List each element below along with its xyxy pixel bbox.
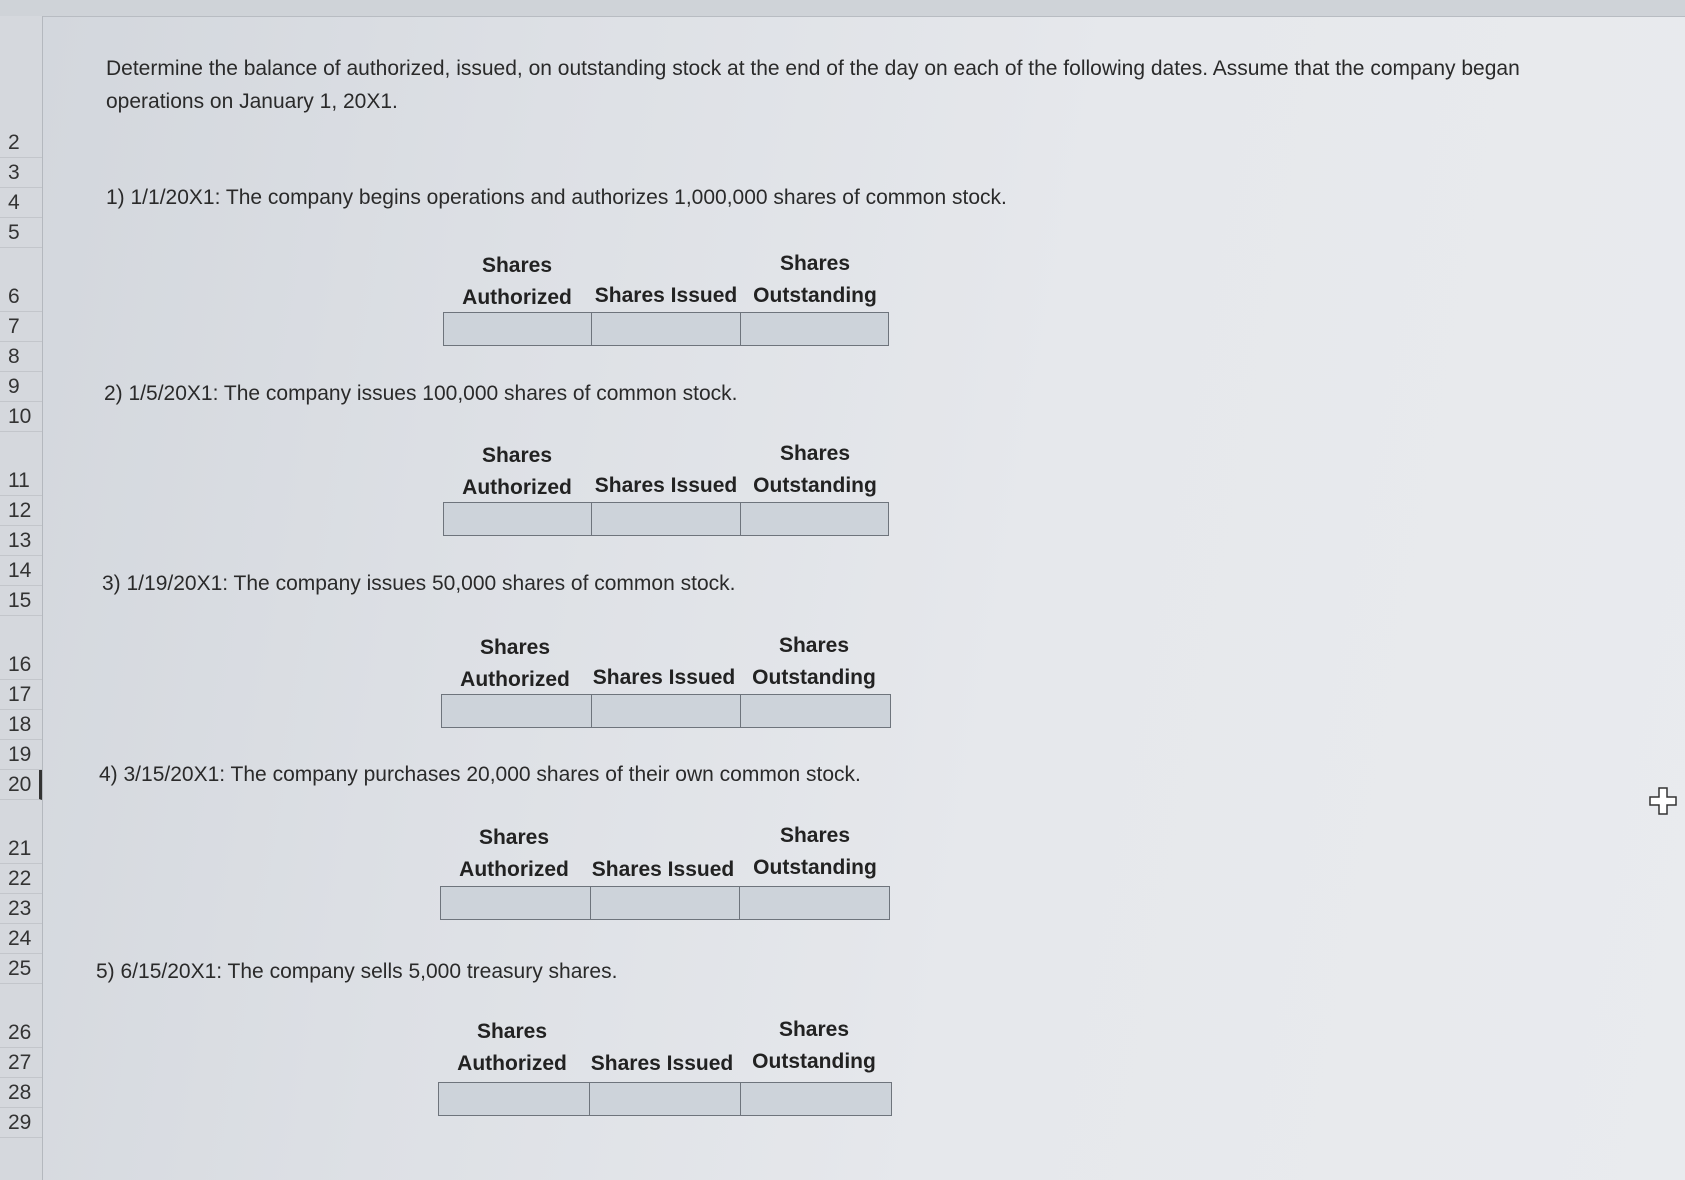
header-outstanding: Outstanding <box>753 284 877 307</box>
shares-issued-input[interactable] <box>592 695 742 727</box>
header-shares-issued: Shares Issued <box>592 666 736 689</box>
row-header[interactable]: 3 <box>0 158 42 188</box>
header-shares: Shares <box>476 1020 548 1043</box>
shares-authorized-input[interactable] <box>441 887 591 919</box>
row-header[interactable]: 28 <box>0 1078 42 1108</box>
header-outstanding: Outstanding <box>753 856 877 879</box>
row-header[interactable]: 13 <box>0 526 42 556</box>
header-shares-issued: Shares Issued <box>594 474 738 497</box>
header-authorized: Authorized <box>462 476 572 499</box>
header-shares-issued: Shares Issued <box>591 858 735 881</box>
row-header[interactable]: 19 <box>0 740 42 770</box>
header-shares: Shares <box>481 254 553 277</box>
shares-issued-input[interactable] <box>592 503 740 535</box>
row-header[interactable]: 21 <box>0 834 42 864</box>
header-authorized: Authorized <box>460 668 570 691</box>
question-4-text: 4) 3/15/20X1: The company purchases 20,000 shares of their own common stock. <box>99 763 861 786</box>
row-header[interactable]: 2 <box>0 128 42 158</box>
header-shares: Shares <box>778 634 850 657</box>
row-header[interactable]: 4 <box>0 188 42 218</box>
header-shares-issued: Shares Issued <box>590 1052 734 1075</box>
shares-issued-input[interactable] <box>590 1083 741 1115</box>
shares-outstanding-input[interactable] <box>741 695 890 727</box>
answer-row-2 <box>443 502 889 536</box>
header-shares: Shares <box>779 252 851 275</box>
row-header[interactable]: 16 <box>0 650 42 680</box>
row-header[interactable]: 5 <box>0 218 42 248</box>
header-shares: Shares <box>779 824 851 847</box>
row-header[interactable]: 18 <box>0 710 42 740</box>
answer-row-3 <box>441 694 891 728</box>
row-header[interactable]: 23 <box>0 894 42 924</box>
header-authorized: Authorized <box>459 858 569 881</box>
question-2-text: 2) 1/5/20X1: The company issues 100,000 shares of common stock. <box>104 382 738 405</box>
question-3-text: 3) 1/19/20X1: The company issues 50,000 shares of common stock. <box>102 572 736 595</box>
row-header[interactable]: 24 <box>0 924 42 954</box>
instructions-text: Determine the balance of authorized, issued, on outstanding stock at the end of the day on each of the following dates. Assume that the company began operations on January 1, 20X1. <box>106 57 1520 113</box>
shares-outstanding-input[interactable] <box>740 887 889 919</box>
answer-row-1 <box>443 312 889 346</box>
row-header[interactable]: 9 <box>0 372 42 402</box>
row-header[interactable]: 22 <box>0 864 42 894</box>
row-header[interactable]: 10 <box>0 402 42 432</box>
header-shares: Shares <box>478 826 550 849</box>
question-5-text: 5) 6/15/20X1: The company sells 5,000 treasury shares. <box>96 960 618 983</box>
row-header[interactable]: 15 <box>0 586 42 616</box>
question-1-text: 1) 1/1/20X1: The company begins operations and authorizes 1,000,000 shares of common stock. <box>106 186 1007 209</box>
row-header[interactable]: 17 <box>0 680 42 710</box>
header-outstanding: Outstanding <box>752 1050 876 1073</box>
row-header[interactable]: 7 <box>0 312 42 342</box>
answer-row-5 <box>438 1082 892 1116</box>
answer-row-4 <box>440 886 890 920</box>
row-header[interactable]: 25 <box>0 954 42 984</box>
header-shares: Shares <box>479 636 551 659</box>
shares-issued-input[interactable] <box>591 887 741 919</box>
header-shares: Shares <box>481 444 553 467</box>
shares-outstanding-input[interactable] <box>741 1083 891 1115</box>
row-header-column <box>0 16 43 1180</box>
row-header[interactable]: 8 <box>0 342 42 372</box>
header-outstanding: Outstanding <box>752 666 876 689</box>
shares-outstanding-input[interactable] <box>741 503 888 535</box>
row-header[interactable]: 26 <box>0 1018 42 1048</box>
row-header[interactable]: 12 <box>0 496 42 526</box>
shares-issued-input[interactable] <box>592 313 740 345</box>
shares-authorized-input[interactable] <box>444 503 592 535</box>
row-header[interactable]: 27 <box>0 1048 42 1078</box>
header-authorized: Authorized <box>462 286 572 309</box>
column-header-bar <box>0 0 1685 17</box>
shares-outstanding-input[interactable] <box>741 313 888 345</box>
row-header[interactable]: 14 <box>0 556 42 586</box>
row-header[interactable]: 29 <box>0 1108 42 1138</box>
row-header[interactable]: 6 <box>0 282 42 312</box>
shares-authorized-input[interactable] <box>439 1083 590 1115</box>
shares-authorized-input[interactable] <box>442 695 592 727</box>
row-header-active[interactable]: 20 <box>0 770 42 800</box>
move-cursor-icon <box>1648 786 1678 816</box>
header-shares-issued: Shares Issued <box>594 284 738 307</box>
header-shares: Shares <box>778 1018 850 1041</box>
header-outstanding: Outstanding <box>753 474 877 497</box>
header-shares: Shares <box>779 442 851 465</box>
row-header[interactable]: 11 <box>0 466 42 496</box>
shares-authorized-input[interactable] <box>444 313 592 345</box>
header-authorized: Authorized <box>457 1052 567 1075</box>
